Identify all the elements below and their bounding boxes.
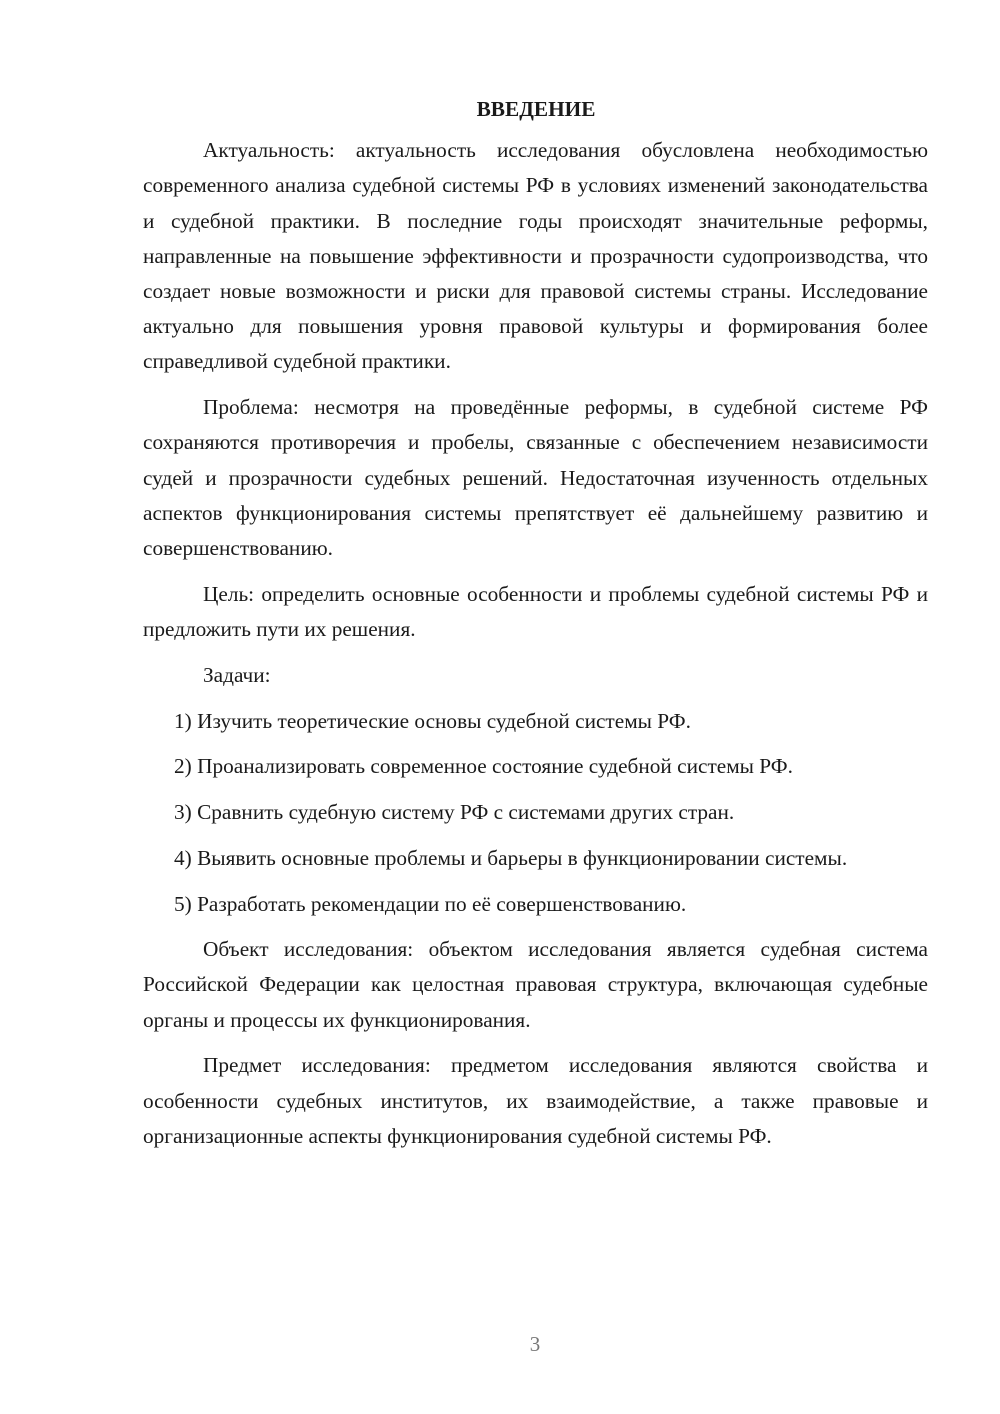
page-body	[143, 92, 928, 1164]
tasks-label: Задачи:	[203, 662, 271, 687]
page-number: 3	[529, 1332, 541, 1356]
task-item: 1) Изучить теоретические основы судебной системы РФ.	[174, 708, 691, 733]
tasks-list	[143, 704, 928, 922]
paragraph-object: Объект исследования: объектом исследования является судебная система Российской Федерации как целостная правовая структура, включающая судебные органы и процессы их функционирования.	[143, 937, 928, 1032]
section-heading: ВВЕДЕНИЕ	[476, 97, 596, 121]
task-item: 4) Выявить основные проблемы и барьеры в функционировании системы.	[174, 845, 848, 870]
task-item: 3) Сравнить судебную систему РФ с системами других стран.	[174, 800, 735, 825]
paragraph-relevance: Актуальность: актуальность исследования обусловлена необходимостью современного анализа судебной системы РФ в условиях изменений законодательства и судебной практики. В последние годы происходят значительные реформы, направленные на повышение эффективности и прозрачности судопроизводства, что создает новые возможности и риски для правовой системы страны. Исследование актуально для повышения уровня правовой культуры и формирования более справедливой судебной практики.	[143, 138, 928, 374]
task-item: 2) Проанализировать современное состояние судебной системы РФ.	[174, 754, 793, 779]
paragraph-goal: Цель: определить основные особенности и проблемы судебной системы РФ и предложить пути их решения.	[143, 581, 928, 641]
paragraph-subject: Предмет исследования: предметом исследования являются свойства и особенности судебных институтов, их взаимодействие, а также правовые и организационные аспекты функционирования судебной системы РФ.	[143, 1053, 928, 1148]
task-item: 5) Разработать рекомендации по её совершенствованию.	[174, 891, 687, 916]
paragraph-problem: Проблема: несмотря на проведённые реформы, в судебной системе РФ сохраняются противоречия и пробелы, связанные с обеспечением независимости судей и прозрачности судебных решений. Недостаточная изученность отдельных аспектов функционирования системы препятствует её дальнейшему развитию и совершенствованию.	[143, 395, 928, 560]
